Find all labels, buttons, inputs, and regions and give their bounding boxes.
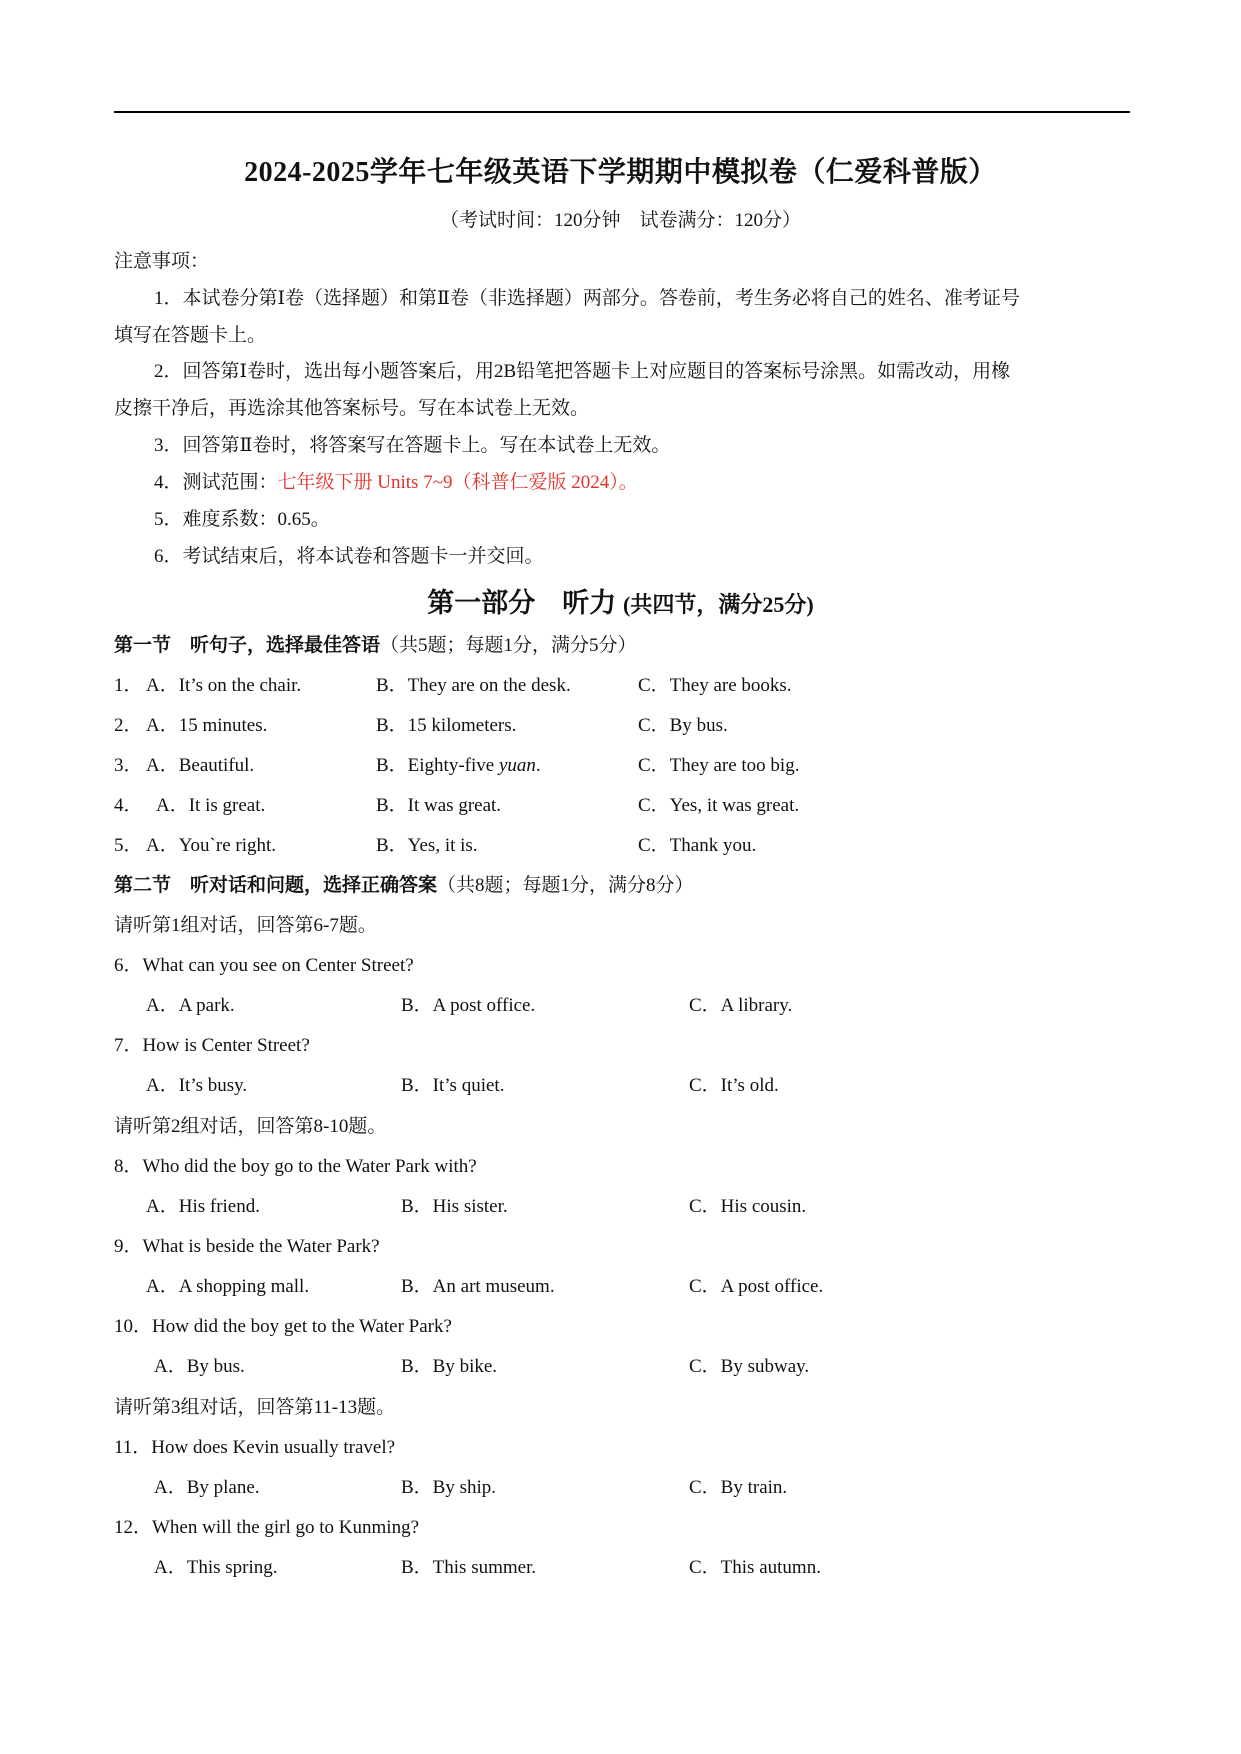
header-rule <box>114 111 1130 113</box>
question-text: 11．How does Kevin usually travel? <box>114 1437 396 1458</box>
option-b: B．A post office. <box>401 995 536 1016</box>
option-c: C．By subway. <box>689 1356 810 1377</box>
test-scope: 七年级下册 Units 7~9（科普仁爱版 2024）。 <box>277 472 638 493</box>
option-c: C．By bus. <box>638 715 728 736</box>
option-b: B．By ship. <box>401 1477 497 1498</box>
notice-item-2: 2．回答第Ⅰ卷时，选出每小题答案后，用2B铅笔把答题卡上对应题目的答案标号涂黑。如需改动，用橡 <box>154 361 1011 382</box>
option-b: B．15 kilometers. <box>376 715 517 736</box>
option-a: A．A park. <box>146 995 235 1016</box>
exam-info: （考试时间：120分钟 试卷满分：120分） <box>439 210 801 231</box>
group-3-instruction: 请听第3组对话，回答第11-13题。 <box>114 1397 396 1418</box>
option-c: C．They are too big. <box>638 755 800 776</box>
option-b-unit: yuan <box>498 755 536 776</box>
option-b: B．It’s quiet. <box>401 1075 505 1096</box>
page-title: 2024-2025学年七年级英语下学期期中模拟卷（仁爱科普版） <box>244 157 997 188</box>
section-1-heading <box>114 630 637 657</box>
question-number: 5． <box>114 835 143 856</box>
question-text: 10．How did the boy get to the Water Park? <box>114 1316 452 1337</box>
option-c: C．Thank you. <box>638 835 757 856</box>
option-a: A．15 minutes. <box>146 715 268 736</box>
question-number: 1． <box>114 675 143 696</box>
option-b: B．An art museum. <box>401 1276 555 1297</box>
option-a: A．It is great. <box>156 795 266 816</box>
option-c: C．His cousin. <box>689 1196 807 1217</box>
question-text: 9．What is beside the Water Park? <box>114 1236 380 1257</box>
option-a: A．By bus. <box>154 1356 245 1377</box>
option-c: C．By train. <box>689 1477 788 1498</box>
option-b-text: B．Eighty-five <box>376 755 499 776</box>
question-number: 3． <box>114 755 143 776</box>
option-c: C．A library. <box>689 995 793 1016</box>
option-a: A．By plane. <box>154 1477 260 1498</box>
notice-item-1-cont: 填写在答题卡上。 <box>114 325 267 346</box>
option-a: A．You`re right. <box>146 835 277 856</box>
group-1-instruction: 请听第1组对话，回答第6-7题。 <box>114 915 377 936</box>
option-a: A．Beautiful. <box>146 755 255 776</box>
option-b: B．Yes, it is. <box>376 835 478 856</box>
notice-item-2-cont: 皮擦干净后，再选涂其他答案标号。写在本试卷上无效。 <box>114 398 590 419</box>
notice-item-1: 1．本试卷分第Ⅰ卷（选择题）和第Ⅱ卷（非选择题）两部分。答卷前，考生务必将自己的姓名、准考证号 <box>154 288 1020 309</box>
section-1-note: （共5题；每题1分，满分5分） <box>380 635 637 656</box>
notice-item-4-prefix: 4．测试范围： <box>154 472 278 493</box>
group-2-instruction: 请听第2组对话，回答第8-10题。 <box>114 1116 387 1137</box>
option-b-period: . <box>535 755 541 776</box>
section-2-title: 第二节 听对话和问题，选择正确答案 <box>114 875 438 896</box>
question-number: 2． <box>114 715 143 736</box>
question-text: 12．When will the girl go to Kunming? <box>114 1517 420 1538</box>
option-b <box>376 750 541 777</box>
option-b: B．It was great. <box>376 795 502 816</box>
section-2-note: （共8题；每题1分，满分8分） <box>437 875 694 896</box>
notice-item-3: 3．回答第Ⅱ卷时，将答案写在答题卡上。写在本试卷上无效。 <box>154 435 671 456</box>
part-1-title <box>0 581 1241 620</box>
notice-item-5: 5．难度系数：0.65。 <box>154 509 330 530</box>
section-1-title: 第一节 听句子，选择最佳答语 <box>114 635 381 656</box>
option-a: A．His friend. <box>146 1196 260 1217</box>
question-text: 7．How is Center Street? <box>114 1035 310 1056</box>
part-1-label: 第一部分 听力 <box>427 588 617 618</box>
option-a: A．It’s busy. <box>146 1075 248 1096</box>
notice-heading: 注意事项： <box>114 251 210 272</box>
option-b: B．By bike. <box>401 1356 498 1377</box>
part-1-score-note: (共四节，满分25分) <box>623 592 814 617</box>
option-a: A．This spring. <box>154 1557 278 1578</box>
question-text: 6．What can you see on Center Street? <box>114 955 414 976</box>
option-b: B．They are on the desk. <box>376 675 571 696</box>
option-c: C．Yes, it was great. <box>638 795 800 816</box>
option-a: A．It’s on the chair. <box>146 675 302 696</box>
option-c: C．It’s old. <box>689 1075 779 1096</box>
option-a: A．A shopping mall. <box>146 1276 310 1297</box>
notice-item-4 <box>154 467 638 494</box>
option-c: C．They are books. <box>638 675 792 696</box>
option-c: C．This autumn. <box>689 1557 821 1578</box>
section-2-heading <box>114 870 694 897</box>
option-c: C．A post office. <box>689 1276 824 1297</box>
notice-item-6: 6．考试结束后，将本试卷和答题卡一并交回。 <box>154 546 544 567</box>
option-b: B．This summer. <box>401 1557 537 1578</box>
question-text: 8．Who did the boy go to the Water Park with? <box>114 1156 477 1177</box>
option-b: B．His sister. <box>401 1196 508 1217</box>
question-number: 4． <box>114 795 143 816</box>
